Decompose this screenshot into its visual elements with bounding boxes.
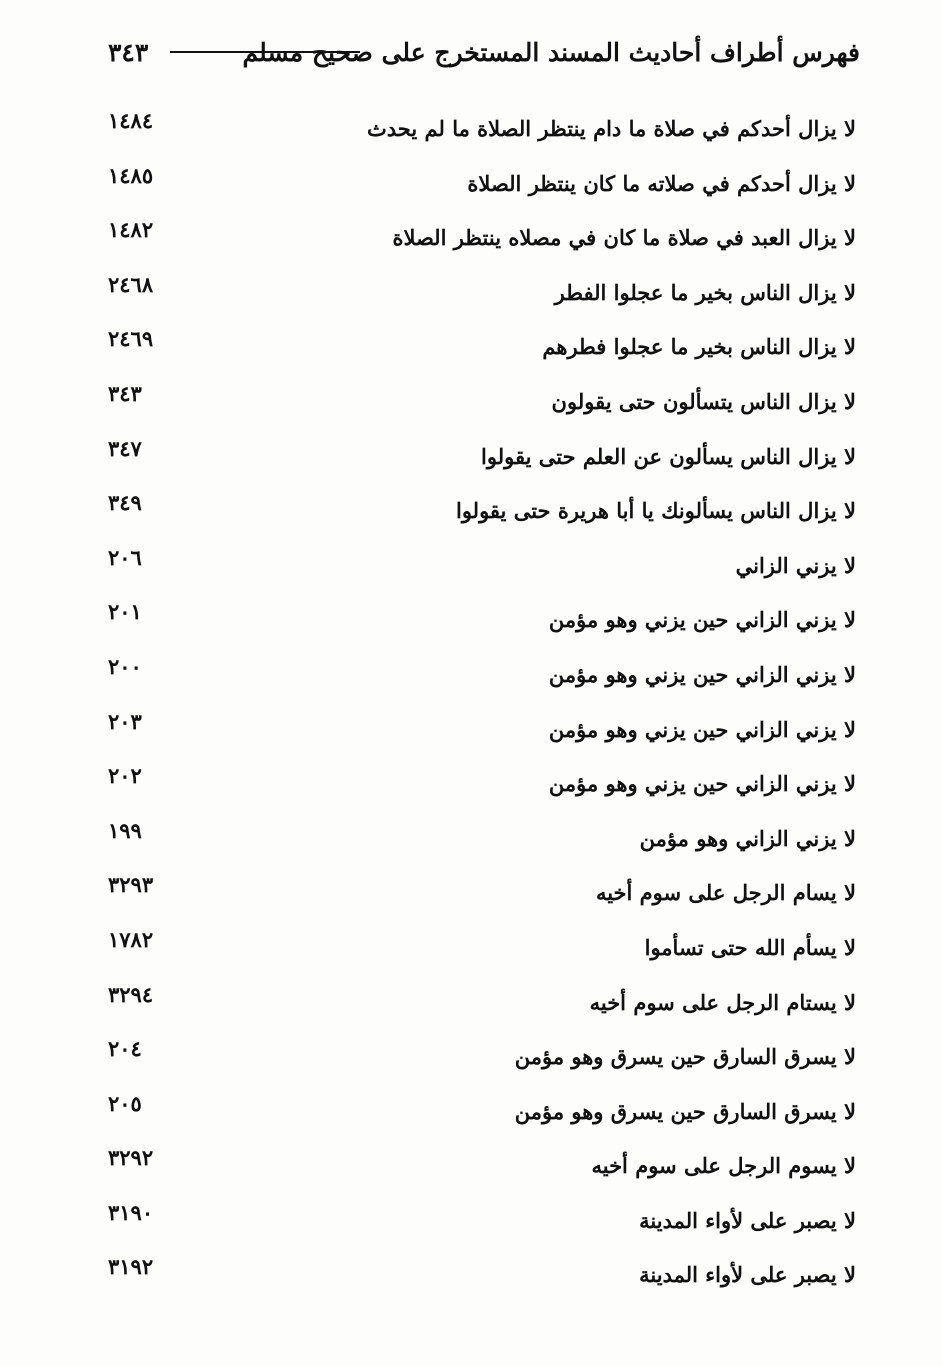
hadith-incipit: لا يزال الناس يتسألون حتى يقولون — [551, 388, 856, 414]
hadith-incipit: لا يزني الزاني حين يزني وهو مؤمن — [548, 661, 856, 687]
hadith-incipit: لا يسام الرجل على سوم أخيه — [595, 880, 856, 906]
hadith-number: ١٤٨٥ — [108, 162, 154, 188]
index-entry — [100, 1087, 856, 1142]
index-entry — [100, 978, 856, 1033]
hadith-incipit: لا يصبر على لأواء المدينة — [639, 1207, 856, 1233]
hadith-number: ٢٤٦٨ — [108, 271, 154, 297]
hadith-number: ٣١٩٠ — [108, 1199, 154, 1225]
index-entry — [100, 923, 856, 978]
hadith-number: ٢٤٦٩ — [108, 326, 154, 352]
hadith-incipit: لا يزني الزاني حين يزني وهو مؤمن — [548, 607, 856, 633]
hadith-incipit: لا يستام الرجل على سوم أخيه — [589, 989, 856, 1015]
hadith-incipit: لا يسرق السارق حين يسرق وهو مؤمن — [514, 1098, 856, 1124]
hadith-incipit: لا يزني الزاني — [735, 552, 856, 578]
index-entries — [100, 104, 856, 1305]
index-entry — [100, 541, 856, 596]
index-entry — [100, 1196, 856, 1251]
index-entry — [100, 322, 856, 377]
index-entry — [100, 759, 856, 814]
index-entry — [100, 814, 856, 869]
header-rule — [170, 51, 360, 53]
hadith-number: ٢٠٢ — [108, 763, 142, 789]
hadith-incipit: لا يزال الناس يسألونك يا أبا هريرة حتى يقولوا — [456, 498, 856, 524]
hadith-number: ١٤٨٢ — [108, 217, 154, 243]
index-entry — [100, 1032, 856, 1087]
running-title: فهرس أطراف أحاديث المسند المستخرج على صحيح مسلم — [242, 38, 860, 67]
hadith-number: ١٤٨٤ — [108, 108, 154, 133]
hadith-number: ٢٠١ — [108, 599, 142, 625]
hadith-number: ٣٤٩ — [108, 490, 142, 516]
index-entry — [100, 486, 856, 541]
hadith-incipit: لا يزال أحدكم في صلاته ما كان ينتظر الصلاة — [467, 170, 856, 196]
page-number: ٣٤٣ — [108, 38, 149, 67]
hadith-incipit: لا يزال العبد في صلاة ما كان في مصلاه ينتظر الصلاة — [392, 225, 856, 251]
index-entry — [100, 705, 856, 760]
hadith-number: ٣٤٧ — [108, 435, 142, 461]
index-entry — [100, 595, 856, 650]
index-entry — [100, 1141, 856, 1196]
hadith-incipit: لا يزني الزاني حين يزني وهو مؤمن — [548, 716, 856, 742]
index-entry — [100, 213, 856, 268]
hadith-number: ٣٢٩٣ — [108, 872, 154, 898]
hadith-incipit: لا يزني الزاني وهو مؤمن — [639, 825, 856, 851]
hadith-incipit: لا يزال الناس بخير ما عجلوا الفطر — [554, 279, 856, 305]
index-entry — [100, 432, 856, 487]
index-entry — [100, 868, 856, 923]
hadith-number: ٢٠٤ — [108, 1036, 142, 1062]
hadith-incipit: لا يسوم الرجل على سوم أخيه — [591, 1153, 856, 1179]
index-entry — [100, 377, 856, 432]
hadith-number: ٣٢٩٤ — [108, 981, 154, 1007]
hadith-number: ٢٠٦ — [108, 544, 142, 570]
index-entry — [100, 1250, 856, 1305]
hadith-number: ١٩٩ — [108, 817, 142, 843]
hadith-number: ٣٤٣ — [108, 380, 142, 406]
hadith-incipit: لا يزال الناس يسألون عن العلم حتى يقولوا — [481, 443, 856, 469]
hadith-incipit: لا يسرق السارق حين يسرق وهو مؤمن — [514, 1044, 856, 1070]
hadith-number: ٢٠٣ — [108, 708, 142, 734]
index-entry — [100, 104, 856, 159]
hadith-incipit: لا يزال الناس بخير ما عجلوا فطرهم — [542, 334, 856, 360]
hadith-incipit: لا يزني الزاني حين يزني وهو مؤمن — [548, 771, 856, 797]
hadith-number: ٣١٩٢ — [108, 1254, 154, 1280]
index-entry — [100, 650, 856, 705]
hadith-number: ١٧٨٢ — [108, 926, 154, 952]
page-header — [108, 38, 860, 82]
hadith-incipit: لا يصبر على لأواء المدينة — [639, 1262, 856, 1288]
hadith-number: ٣٢٩٢ — [108, 1145, 154, 1171]
hadith-number: ٢٠٥ — [108, 1090, 142, 1116]
hadith-incipit: لا يزال أحدكم في صلاة ما دام ينتظر الصلاة ما لم يحدث — [367, 116, 856, 141]
index-entry — [100, 268, 856, 323]
hadith-number: ٢٠٠ — [108, 653, 142, 679]
index-entry — [100, 159, 856, 214]
hadith-incipit: لا يسأم الله حتى تسأموا — [644, 934, 856, 960]
